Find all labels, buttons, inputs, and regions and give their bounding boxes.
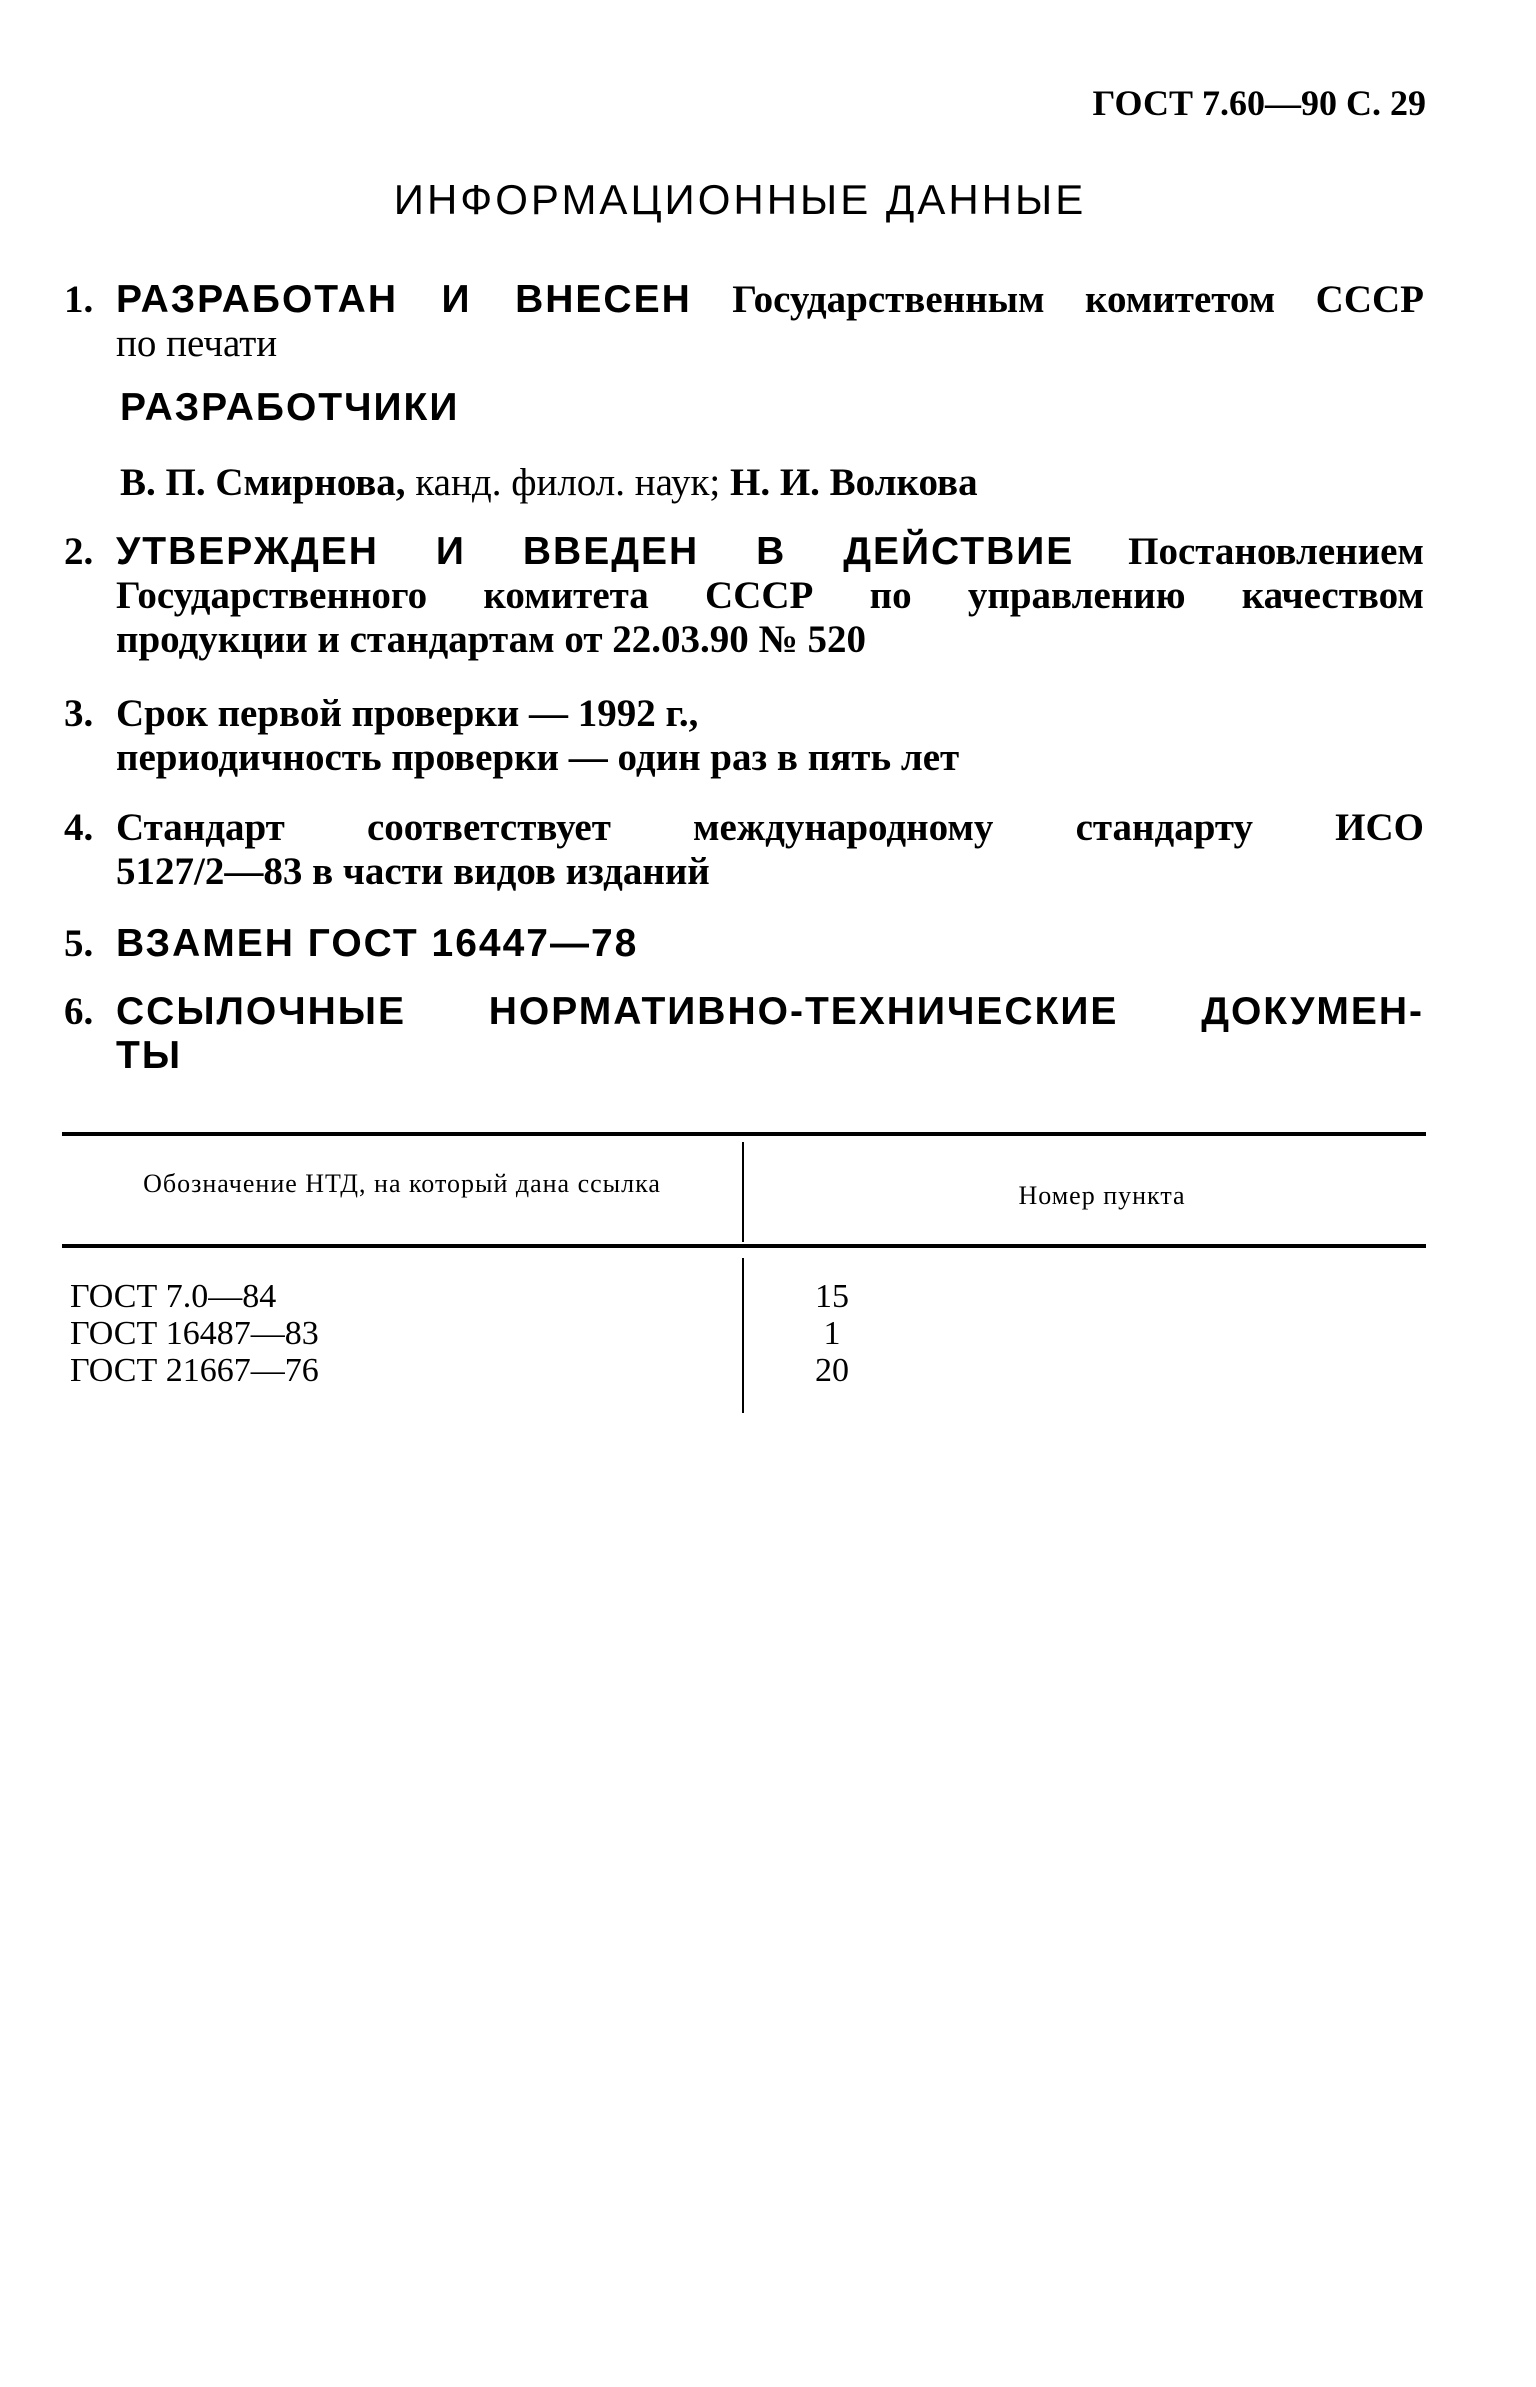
item-caps: ССЫЛОЧНЫЕ НОРМАТИВНО-ТЕХНИЧЕСКИЕ ДОКУМЕН- xyxy=(116,990,1424,1033)
item-caps: УТВЕРЖДЕН И ВВЕДЕН В ДЕЙСТВИЕ xyxy=(116,530,1075,573)
clause-column xyxy=(802,1278,862,1389)
table-top-rule xyxy=(62,1132,1426,1136)
item-caps: РАЗРАБОТАН И ВНЕСЕН xyxy=(116,278,692,321)
column-header-clause: Номер пункта xyxy=(1018,1181,1186,1210)
item-2 xyxy=(64,530,1424,662)
author-degree: канд. филол. наук; xyxy=(415,461,721,504)
author-name: Н. И. Волкова xyxy=(729,461,978,504)
item-text: по печати xyxy=(116,322,278,365)
item-number: 6. xyxy=(64,990,94,1033)
column-divider xyxy=(742,1142,744,1242)
column-divider xyxy=(742,1258,744,1413)
item-text: Постановлением xyxy=(1128,530,1424,573)
item-text: Государственным комитетом СССР xyxy=(732,278,1424,321)
item-6 xyxy=(64,990,1424,1078)
page-header: ГОСТ 7.60—90 С. 29 xyxy=(1092,83,1426,123)
author-name: В. П. Смирнова, xyxy=(120,461,406,504)
item-number: 2. xyxy=(64,530,94,573)
item-number: 1. xyxy=(64,278,94,321)
table-cell-document: ГОСТ 7.0—84 xyxy=(70,1278,277,1315)
developers-heading: РАЗРАБОТЧИКИ xyxy=(120,386,460,429)
item-text: Срок первой проверки — 1992 г., xyxy=(116,692,699,735)
table-header-rule xyxy=(62,1244,1426,1248)
item-3 xyxy=(64,692,1424,780)
table-cell-clause: 20 xyxy=(815,1352,849,1389)
item-caps: ТЫ xyxy=(116,1034,183,1077)
item-text: Государственного комитета СССР по управлению качеством xyxy=(116,574,1424,617)
item-4 xyxy=(64,806,1424,894)
item-1 xyxy=(64,278,1424,366)
document-column xyxy=(70,1278,319,1389)
item-text: 5127/2—83 в части видов изданий xyxy=(116,850,710,893)
table-cell-clause: 15 xyxy=(815,1278,849,1315)
item-caps: ВЗАМЕН ГОСТ 16447—78 xyxy=(116,922,639,965)
item-number: 3. xyxy=(64,692,94,735)
table-cell-clause: 1 xyxy=(823,1315,841,1352)
column-header-document: Обозначение НТД, на который дана ссылка xyxy=(143,1169,661,1198)
document-title: ИНФОРМАЦИОННЫЕ ДАННЫЕ xyxy=(393,176,1087,223)
item-text: продукции и стандартам от 22.03.90 № 520 xyxy=(116,618,866,661)
table-cell-document: ГОСТ 16487—83 xyxy=(70,1315,319,1352)
item-number: 5. xyxy=(64,922,94,965)
item-text: периодичность проверки — один раз в пять лет xyxy=(116,736,960,779)
item-text: Стандарт соответствует международному стандарту ИСО xyxy=(116,806,1424,849)
table-cell-document: ГОСТ 21667—76 xyxy=(70,1352,319,1389)
item-5 xyxy=(64,922,1424,966)
developers-list xyxy=(120,460,978,505)
item-number: 4. xyxy=(64,806,94,849)
